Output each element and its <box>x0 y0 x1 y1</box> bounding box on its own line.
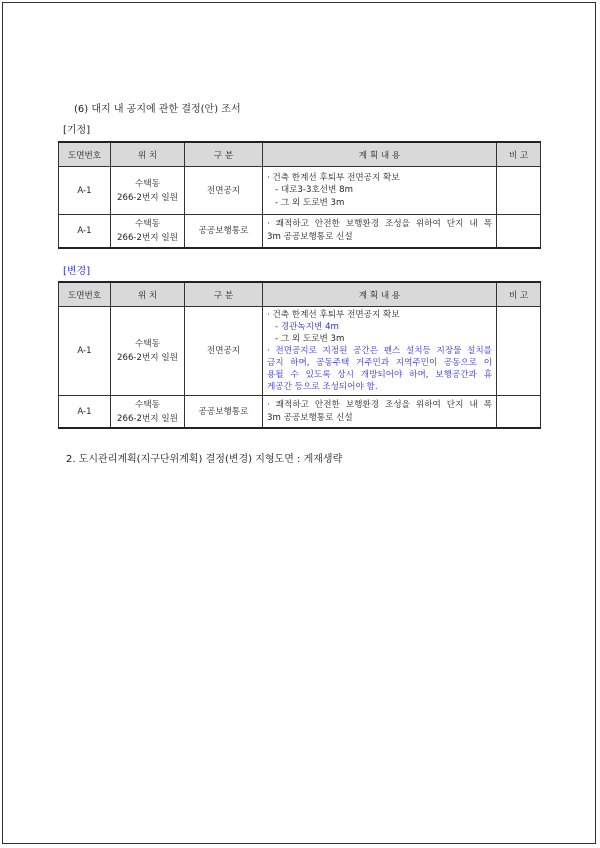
table-row <box>59 167 541 215</box>
changed-label: [변경] <box>63 266 91 277</box>
table-row <box>59 396 541 429</box>
note-cell <box>497 167 541 215</box>
section-title: (6) 대지 내 공지에 관한 결정(안) 조서 <box>74 104 241 115</box>
drawing-no-cell: A-1 <box>59 396 111 429</box>
location-line: 수택동 <box>135 178 160 189</box>
existing-label: [기정] <box>63 125 91 136</box>
category-cell: 전면공지 <box>185 307 263 396</box>
plan-content-cell <box>263 167 497 215</box>
header-note: 비 고 <box>497 142 541 167</box>
table-header-row <box>59 142 541 167</box>
content-line: 3m 공공보행통로 신설 <box>267 231 353 242</box>
plan-content-cell <box>263 215 497 248</box>
plan-content-cell <box>263 307 497 396</box>
content-line: 게공간 등으로 조성되어야 함. <box>267 382 378 392</box>
drawing-no-cell: A-1 <box>59 215 111 248</box>
header-plan-content: 계 획 내 용 <box>263 282 497 307</box>
content-line: · 건축 한계선 후퇴부 전면공지 확보 <box>267 310 400 320</box>
drawing-no-cell: A-1 <box>59 167 111 215</box>
content-line: - 그 외 도로변 3m <box>275 197 345 208</box>
content-line: - 대로3-3호선변 8m <box>275 185 353 196</box>
header-plan-content: 계 획 내 용 <box>263 142 497 167</box>
location-line: 수택동 <box>135 218 160 229</box>
plan-content-cell <box>263 396 497 429</box>
location-line: 266-2번지 일원 <box>117 353 178 363</box>
footer-text: 2. 도시관리계획(지구단위계획) 결정(변경) 지형도면 : 게재생략 <box>66 454 343 465</box>
header-note: 비 고 <box>497 282 541 307</box>
location-line: 수택동 <box>135 339 160 349</box>
note-cell <box>497 396 541 429</box>
table-header-row <box>59 282 541 307</box>
category-cell: 공공보행통로 <box>185 215 263 248</box>
location-line: 266-2번지 일원 <box>117 192 178 203</box>
header-location: 위 치 <box>111 282 185 307</box>
location-cell <box>111 167 185 215</box>
content-line: 금지 하며, 공동주택 거주민과 지역주민이 공동으로 이 <box>267 358 492 368</box>
note-cell <box>497 307 541 396</box>
table-row <box>59 215 541 248</box>
content-line: · 쾌적하고 안전한 보행환경 조성을 위하여 단지 내 폭 <box>267 219 492 230</box>
header-location: 위 치 <box>111 142 185 167</box>
content-line: 3m 공공보행통로 신설 <box>267 412 353 423</box>
changed-table <box>58 281 541 429</box>
content-line: · 전면공지로 지정된 공간은 펜스 설치등 지장물 설치를 <box>267 346 492 356</box>
category-cell: 전면공지 <box>185 167 263 215</box>
location-line: 266-2번지 일원 <box>117 232 178 243</box>
content-line: 용될 수 있도록 상시 개방되어야 하며, 보행공간과 휴 <box>267 370 492 380</box>
existing-table <box>58 141 541 249</box>
content-line: · 쾌적하고 안전한 보행환경 조성을 위하여 단지 내 폭 <box>267 400 492 410</box>
header-drawing-no: 도면번호 <box>59 142 111 167</box>
content-line: · 건축 한계선 후퇴부 전면공지 확보 <box>267 172 400 183</box>
location-line: 수택동 <box>135 399 160 410</box>
category-cell: 공공보행통로 <box>185 396 263 429</box>
location-cell <box>111 396 185 429</box>
header-category: 구 분 <box>185 282 263 307</box>
header-category: 구 분 <box>185 142 263 167</box>
header-drawing-no: 도면번호 <box>59 282 111 307</box>
location-line: 266-2번지 일원 <box>117 413 178 424</box>
drawing-no-cell: A-1 <box>59 307 111 396</box>
note-cell <box>497 215 541 248</box>
location-cell <box>111 215 185 248</box>
location-cell <box>111 307 185 396</box>
content-line: - 그 외 도로변 3m <box>275 334 345 344</box>
content-line: - 경관녹지변 4m <box>275 322 339 332</box>
table-row <box>59 307 541 396</box>
